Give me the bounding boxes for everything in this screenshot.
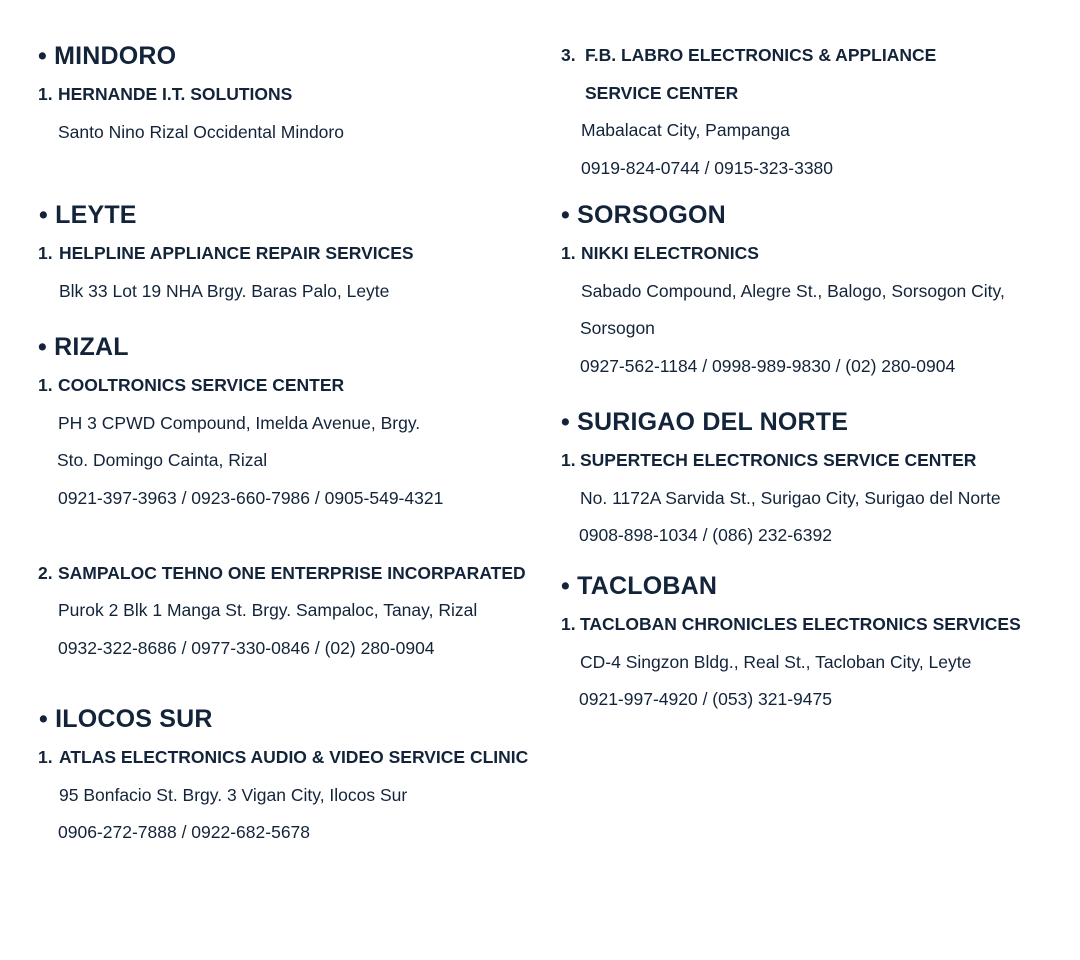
service-center-name — [561, 616, 1021, 634]
service-center-phones: 0932-322-8686 / 0977-330-0846 / (02) 280-0904 — [58, 638, 435, 658]
entry-number: 1. — [38, 375, 53, 395]
service-center-address: Santo Nino Rizal Occidental Mindoro — [58, 122, 344, 142]
section-heading-tacloban: • TACLOBAN — [561, 572, 718, 600]
service-center-address: Sto. Domingo Cainta, Rizal — [57, 450, 268, 470]
entry-number: 1. — [561, 614, 576, 634]
entry-name: SAMPALOC TEHNO ONE ENTERPRISE INCORPARATED — [58, 563, 526, 583]
section-heading-mindoro: • MINDORO — [38, 42, 177, 70]
entry-name: NIKKI ELECTRONICS — [581, 243, 759, 263]
service-center-phones: 0927-562-1184 / 0998-989-9830 / (02) 280-0904 — [580, 356, 956, 376]
service-center-name — [38, 86, 292, 104]
service-center-address: Sabado Compound, Alegre St., Balogo, Sorsogon City, — [581, 281, 1005, 301]
service-center-name — [561, 245, 759, 263]
entry-number: 1. — [38, 747, 53, 767]
entry-number: 3. — [561, 45, 576, 65]
entry-number: 1. — [561, 450, 576, 470]
section-heading-rizal: • RIZAL — [38, 333, 129, 361]
entry-name: HERNANDE I.T. SOLUTIONS — [58, 84, 293, 104]
service-center-name — [561, 47, 936, 65]
section-heading-surigao-del-norte: • SURIGAO DEL NORTE — [561, 408, 849, 436]
service-center-address: 95 Bonfacio St. Brgy. 3 Vigan City, Ilocos Sur — [59, 785, 408, 805]
service-center-address: Blk 33 Lot 19 NHA Brgy. Baras Palo, Leyte — [59, 281, 390, 301]
entry-name: SUPERTECH ELECTRONICS SERVICE CENTER — [580, 450, 977, 470]
entry-name: COOLTRONICS SERVICE CENTER — [58, 375, 345, 395]
service-center-phones: 0921-397-3963 / 0923-660-7986 / 0905-549-4321 — [58, 488, 444, 508]
service-center-name — [38, 565, 526, 583]
entry-number: 1. — [38, 243, 53, 263]
service-center-address: PH 3 CPWD Compound, Imelda Avenue, Brgy. — [58, 413, 421, 433]
service-center-phones: 0908-898-1034 / (086) 232-6392 — [579, 525, 832, 545]
service-center-address: CD-4 Singzon Bldg., Real St., Tacloban City, Leyte — [580, 652, 972, 672]
entry-name: F.B. LABRO ELECTRONICS & APPLIANCE — [585, 45, 937, 65]
service-center-name — [38, 245, 414, 263]
service-center-name — [38, 749, 528, 767]
service-center-phones: 0906-272-7888 / 0922-682-5678 — [58, 822, 311, 842]
entry-name: TACLOBAN CHRONICLES ELECTRONICS SERVICES — [580, 614, 1021, 634]
service-center-phones: 0919-824-0744 / 0915-323-3380 — [581, 158, 834, 178]
section-heading-leyte: • LEYTE — [39, 201, 137, 229]
service-center-address: Mabalacat City, Pampanga — [581, 120, 790, 140]
entry-name: HELPLINE APPLIANCE REPAIR SERVICES — [59, 243, 414, 263]
service-center-name — [38, 377, 344, 395]
section-heading-sorsogon: • SORSOGON — [561, 201, 726, 229]
service-center-name-continued: SERVICE CENTER — [585, 83, 739, 103]
service-center-phones: 0921-997-4920 / (053) 321-9475 — [579, 689, 832, 709]
entry-number: 1. — [38, 84, 53, 104]
entry-name: ATLAS ELECTRONICS AUDIO & VIDEO SERVICE CLINIC — [59, 747, 529, 767]
entry-number: 2. — [38, 563, 53, 583]
service-center-address: No. 1172A Sarvida St., Surigao City, Surigao del Norte — [580, 488, 1001, 508]
service-center-address: Purok 2 Blk 1 Manga St. Brgy. Sampaloc, Tanay, Rizal — [58, 600, 478, 620]
service-center-name — [561, 452, 976, 470]
section-heading-ilocos-sur: • ILOCOS SUR — [39, 705, 213, 733]
service-center-address: Sorsogon — [580, 318, 655, 338]
entry-number: 1. — [561, 243, 576, 263]
